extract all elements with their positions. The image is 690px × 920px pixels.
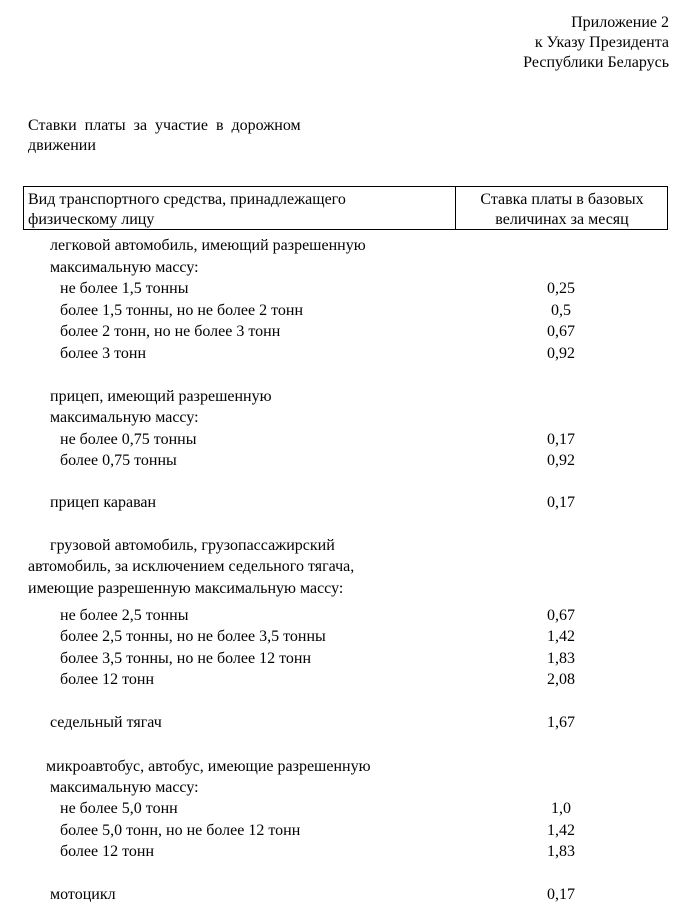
weight-range-label: более 0,75 тонны — [60, 452, 177, 469]
weight-range-label: более 12 тонн — [60, 843, 155, 860]
appendix-line: Приложение 2 — [571, 14, 669, 31]
weight-range-label: не более 1,5 тонны — [60, 280, 189, 297]
category-label: максимальную массу: — [50, 259, 199, 276]
rate-value: 0,67 — [547, 323, 575, 340]
rate-value: 1,42 — [547, 628, 575, 645]
title-line: движении — [28, 137, 96, 154]
weight-range-label: более 1,5 тонны, но не более 2 тонн — [60, 302, 304, 319]
weight-range-label: более 2,5 тонны, но не более 3,5 тонны — [60, 628, 326, 645]
category-label: максимальную массу: — [50, 409, 199, 426]
rate-value: 1,83 — [547, 843, 575, 860]
weight-range-label: не более 0,75 тонны — [60, 431, 197, 448]
rate-value: 0,25 — [547, 280, 575, 297]
weight-range-label: более 3 тонн — [60, 345, 147, 362]
table-header — [23, 186, 668, 230]
rate-value: 1,0 — [551, 800, 571, 817]
rate-value: 0,67 — [547, 607, 575, 624]
category-label: седельный тягач — [50, 714, 162, 731]
category-label: имеющие разрешенную максимальную массу: — [28, 580, 344, 597]
rate-value: 0,5 — [551, 302, 571, 319]
appendix-line: к Указу Президента — [534, 34, 669, 51]
category-label: прицеп караван — [50, 494, 157, 511]
header-line: величинах за месяц — [495, 211, 629, 228]
weight-range-label: более 5,0 тонн, но не более 12 тонн — [60, 822, 301, 839]
rate-value: 0,92 — [547, 452, 575, 469]
header-line: Вид транспортного средства, принадлежащего — [28, 191, 346, 208]
category-label: мотоцикл — [50, 886, 116, 903]
rate-value: 1,83 — [547, 650, 575, 667]
header-line: физическому лицу — [28, 211, 155, 228]
rate-value: 0,17 — [547, 494, 575, 511]
title-line: Ставки платы за участие в дорожном — [28, 117, 301, 134]
weight-range-label: более 12 тонн — [60, 671, 155, 688]
category-label: легковой автомобиль, имеющий разрешенную — [50, 237, 366, 254]
rate-value: 2,08 — [547, 671, 575, 688]
rate-value: 0,17 — [547, 886, 575, 903]
category-label: максимальную массу: — [50, 779, 199, 796]
header-line: Ставка платы в базовых — [480, 191, 644, 208]
rate-value: 0,92 — [547, 345, 575, 362]
category-label: грузовой автомобиль, грузопассажирский — [50, 537, 335, 554]
rate-value: 1,67 — [547, 714, 575, 731]
document-title — [28, 116, 301, 156]
category-label: автомобиль, за исключением седельного тягача, — [28, 558, 355, 575]
weight-range-label: не более 2,5 тонны — [60, 607, 189, 624]
vehicle-type-column-header — [28, 190, 448, 230]
category-label: микроавтобус, автобус, имеющие разрешенную — [46, 758, 371, 775]
category-label: прицеп, имеющий разрешенную — [50, 388, 272, 405]
weight-range-label: более 3,5 тонны, но не более 12 тонн — [60, 650, 312, 667]
weight-range-label: не более 5,0 тонн — [60, 800, 178, 817]
appendix-line: Республики Беларусь — [523, 54, 669, 71]
weight-range-label: более 2 тонн, но не более 3 тонн — [60, 323, 281, 340]
rate-column-header — [456, 190, 668, 230]
appendix-header — [523, 13, 669, 73]
rate-value: 0,17 — [547, 431, 575, 448]
rate-value: 1,42 — [547, 822, 575, 839]
